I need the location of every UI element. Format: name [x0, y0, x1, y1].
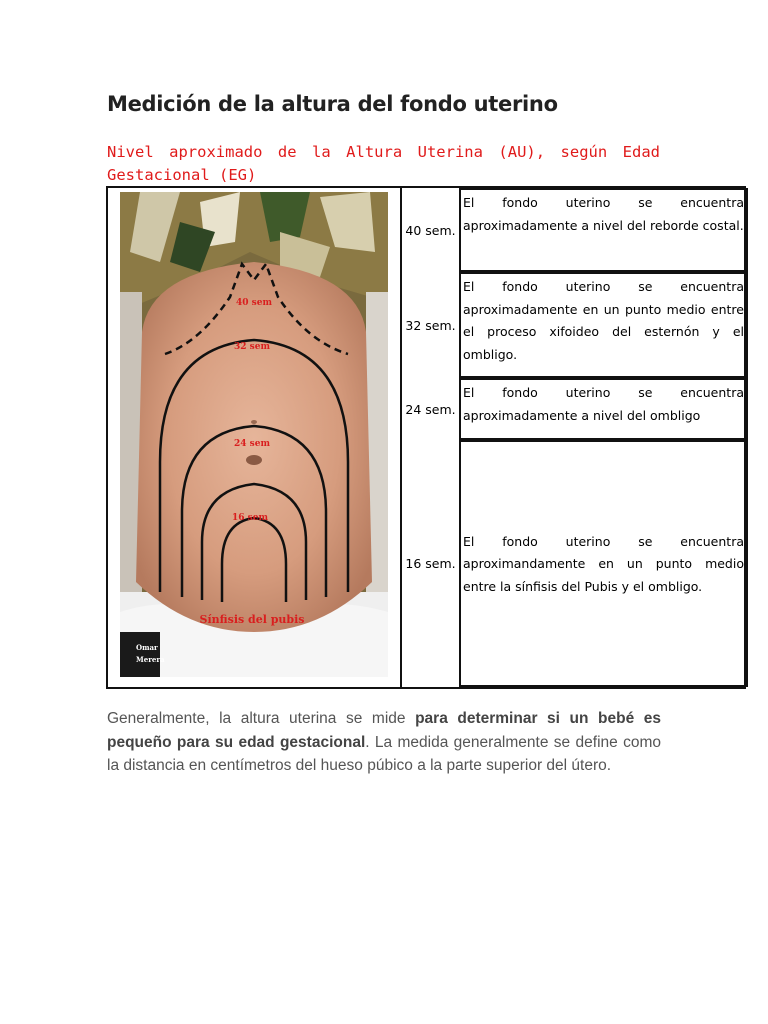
description-cell	[459, 440, 748, 687]
label-16-sem: 16 sem	[232, 513, 268, 523]
description-text: El fondo uterino se encuentra aproximandamente en un punto medio entre la sínfisis del Pubis y el ombligo.	[463, 533, 744, 594]
row-40-sem	[400, 188, 748, 272]
description-cell: El fondo uterino se encuentra aproximadamente en un punto medio entre el proceso xifoideo del esternón y el ombligo.	[459, 272, 748, 378]
description-cell: El fondo uterino se encuentra aproximadamente a nivel del ombligo	[459, 378, 748, 440]
abdomen-photo	[120, 192, 388, 677]
row-16-sem	[400, 440, 748, 687]
label-pubis: Sínfisis del pubis	[199, 613, 305, 626]
row-32-sem	[400, 272, 748, 378]
week-cell: 16 sem.	[402, 440, 461, 687]
row-24-sem	[400, 378, 748, 440]
label-24-sem: 24 sem	[234, 439, 270, 449]
label-32-sem: 32 sem	[234, 342, 270, 352]
week-cell: 32 sem.	[402, 272, 461, 378]
description-cell: El fondo uterino se encuentra aproximadamente a nivel del reborde costal.	[459, 188, 748, 272]
body-paragraph	[107, 707, 661, 778]
paragraph-text-end: . La medida generalmente se define como la distancia en centímetros del hueso púbico a la parte superior del útero.	[107, 733, 661, 774]
week-cell: 24 sem.	[402, 378, 461, 440]
credit-line-1: Omar	[136, 643, 158, 652]
document-subtitle: Nivel aproximado de la Altura Uterina (AU), según Edad Gestacional (EG)	[107, 143, 660, 184]
week-cell: 40 sem.	[402, 188, 461, 272]
photo-cell	[108, 188, 402, 687]
paragraph-bold-text: para determinar si un bebé es pequeño para su edad gestacional	[107, 710, 661, 751]
credit-line-2: Merera	[136, 655, 165, 664]
document-title: Medición de la altura del fondo uterino	[107, 92, 558, 116]
paragraph-text-start: Generalmente, la altura uterina se mide	[107, 710, 416, 727]
fundal-height-table	[106, 186, 746, 689]
label-40-sem: 40 sem	[236, 298, 272, 308]
